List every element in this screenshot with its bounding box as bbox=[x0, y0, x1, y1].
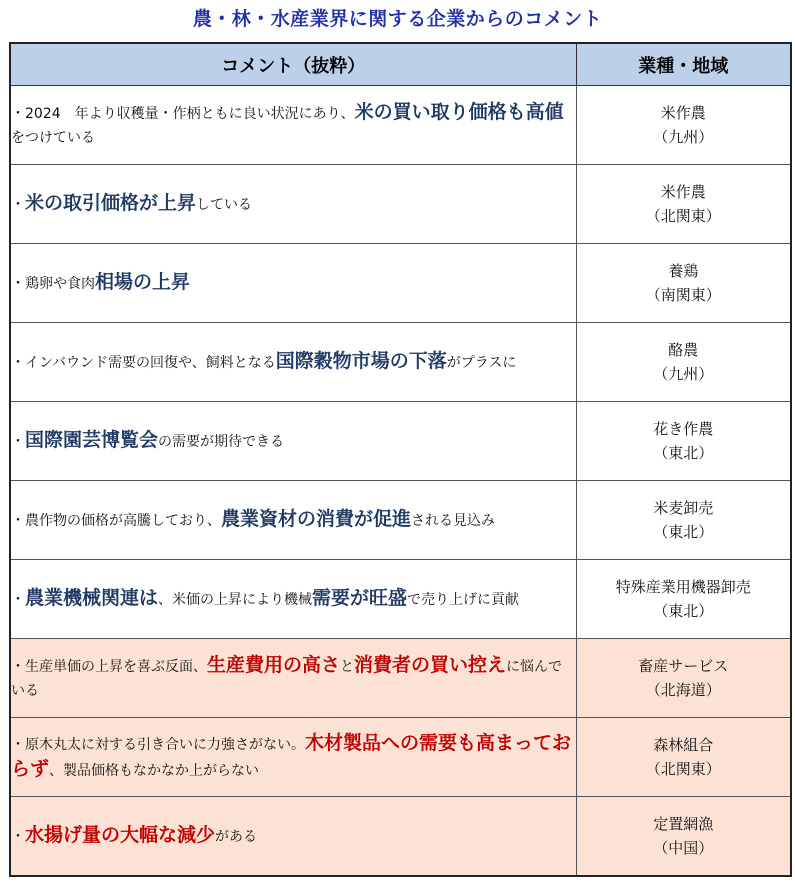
comment-highlight: 生産費用の高さ bbox=[207, 654, 341, 676]
comment-text: している bbox=[196, 197, 253, 213]
comment-text: に悩んでいる bbox=[11, 659, 563, 699]
industry-label: 酪農 bbox=[668, 341, 699, 359]
comment-text: ・鶏卵や食肉 bbox=[11, 276, 95, 292]
comment-text: の需要が期待できる bbox=[158, 434, 285, 450]
comment-highlight: 需要が旺盛 bbox=[312, 587, 408, 609]
comment-text: と bbox=[340, 659, 355, 675]
header-comment: コメント（抜粋） bbox=[10, 43, 576, 86]
comment-highlight: 消費者の買い控え bbox=[354, 654, 507, 676]
industry-label: 米麦卸売 bbox=[653, 499, 714, 517]
comment-text: がある bbox=[215, 828, 258, 845]
table-row bbox=[10, 244, 791, 323]
comment-cell bbox=[10, 718, 576, 797]
industry-region-cell bbox=[576, 402, 791, 481]
comment-text: ・ bbox=[11, 828, 25, 845]
comment-cell bbox=[10, 165, 576, 244]
table-row bbox=[10, 86, 791, 165]
industry-label: 花き作農 bbox=[653, 420, 714, 438]
region-label: （北関東） bbox=[645, 207, 721, 225]
comment-cell bbox=[10, 560, 576, 639]
industry-region-cell bbox=[576, 86, 791, 165]
region-label: （中国） bbox=[653, 838, 714, 857]
table-row bbox=[10, 797, 791, 876]
comment-highlight: 米の取引価格が上昇 bbox=[25, 192, 197, 214]
comments-table bbox=[9, 42, 792, 877]
table-row bbox=[10, 481, 791, 560]
industry-region-cell bbox=[576, 323, 791, 402]
comment-text: をつけている bbox=[11, 130, 95, 146]
comment-text: ・インバウンド需要の回復や、飼料となる bbox=[11, 355, 276, 371]
comment-cell bbox=[10, 402, 576, 481]
comment-text: 、製品価格もなかなか上がらない bbox=[49, 763, 260, 779]
comment-text: ・生産単価の上昇を喜ぶ反面、 bbox=[11, 659, 207, 675]
comment-text: ・ bbox=[11, 592, 25, 608]
comment-highlight: 相場の上昇 bbox=[95, 271, 191, 293]
table-body bbox=[10, 86, 791, 876]
table-header-row bbox=[10, 43, 791, 86]
comment-cell bbox=[10, 244, 576, 323]
industry-label: 米作農 bbox=[660, 183, 706, 201]
industry-region-cell bbox=[576, 560, 791, 639]
industry-label: 養鶏 bbox=[668, 262, 699, 280]
table-row bbox=[10, 718, 791, 797]
comment-cell bbox=[10, 639, 576, 718]
comment-highlight: 農業機械関連は bbox=[25, 587, 159, 609]
table-row bbox=[10, 323, 791, 402]
industry-label: 特殊産業用機器卸売 bbox=[615, 578, 751, 596]
comment-highlight: 木材製品への需要も高まっておらず bbox=[11, 732, 572, 780]
region-label: （九州） bbox=[653, 128, 714, 146]
comment-text: ・農作物の価格が高騰しており、 bbox=[11, 513, 221, 529]
table-row bbox=[10, 560, 791, 639]
comment-highlight: 国際穀物市場の下落 bbox=[275, 350, 447, 372]
comment-text: ・ bbox=[11, 197, 25, 213]
region-label: （東北） bbox=[653, 444, 714, 462]
comment-cell bbox=[10, 481, 576, 560]
comment-cell bbox=[10, 323, 576, 402]
region-label: （北関東） bbox=[645, 760, 721, 778]
table-row bbox=[10, 639, 791, 718]
industry-region-cell bbox=[576, 481, 791, 560]
industry-label: 米作農 bbox=[660, 104, 706, 122]
comment-cell bbox=[10, 797, 576, 876]
comment-text: ・2024 年より収穫量・作柄ともに良い状況にあり、 bbox=[11, 106, 355, 122]
industry-region-cell bbox=[576, 718, 791, 797]
comment-highlight: 農業資材の消費が促進 bbox=[221, 508, 412, 530]
industry-label: 森林組合 bbox=[653, 736, 714, 754]
industry-label: 定置網漁 bbox=[653, 814, 714, 833]
comment-text: がプラスに bbox=[446, 355, 517, 371]
industry-region-cell bbox=[576, 797, 791, 876]
page-title: 農・林・水産業界に関する企業からのコメント bbox=[192, 8, 603, 30]
region-label: （北海道） bbox=[645, 681, 721, 699]
region-label: （東北） bbox=[653, 602, 714, 620]
comment-text: 、米価の上昇により機械 bbox=[158, 592, 313, 608]
table-row bbox=[10, 402, 791, 481]
comment-text: で売り上げに貢献 bbox=[407, 592, 520, 608]
table-row bbox=[10, 165, 791, 244]
comment-highlight: 米の買い取り価格も高値 bbox=[354, 101, 564, 123]
comment-text: される見込み bbox=[411, 513, 496, 529]
region-label: （九州） bbox=[653, 365, 714, 383]
industry-label: 畜産サービス bbox=[638, 657, 729, 675]
region-label: （東北） bbox=[653, 523, 714, 541]
header-industry-region: 業種・地域 bbox=[576, 43, 791, 86]
comment-text: ・原木丸太に対する引き合いに力強さがない。 bbox=[11, 737, 305, 753]
region-label: （南関東） bbox=[645, 286, 721, 304]
comment-cell bbox=[10, 86, 576, 165]
comment-text: ・ bbox=[11, 434, 25, 450]
industry-region-cell bbox=[576, 165, 791, 244]
comment-highlight: 国際園芸博覧会 bbox=[25, 429, 159, 451]
comment-highlight: 水揚げ量の大幅な減少 bbox=[25, 823, 216, 846]
industry-region-cell bbox=[576, 639, 791, 718]
industry-region-cell bbox=[576, 244, 791, 323]
